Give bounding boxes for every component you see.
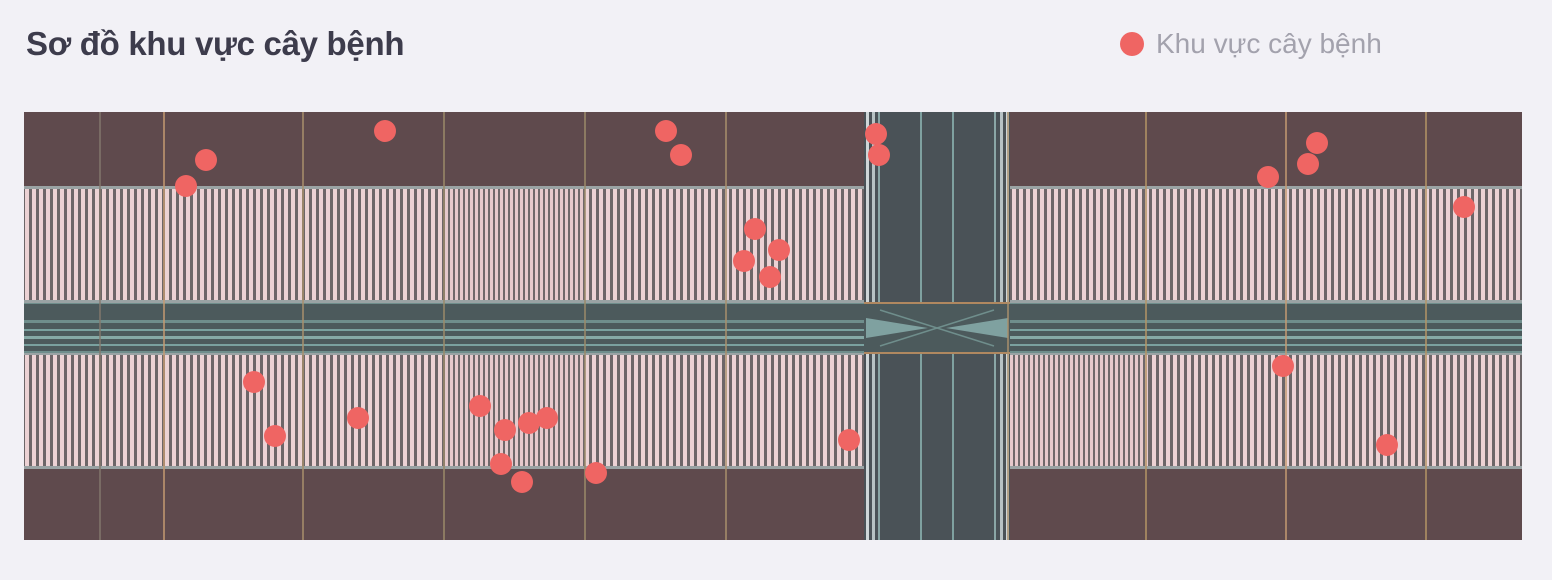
diseased-area-marker[interactable] <box>347 407 369 429</box>
crop-block-top-right <box>1010 188 1522 302</box>
diseased-area-marker[interactable] <box>511 471 533 493</box>
diseased-area-marker[interactable] <box>868 144 890 166</box>
horizontal-road <box>24 303 1522 353</box>
diseased-area-marker[interactable] <box>175 175 197 197</box>
diseased-area-marker[interactable] <box>585 462 607 484</box>
diseased-area-marker[interactable] <box>1453 196 1475 218</box>
diseased-area-marker[interactable] <box>1272 355 1294 377</box>
legend <box>1120 28 1382 60</box>
diseased-area-marker[interactable] <box>1297 153 1319 175</box>
diseased-area-marker[interactable] <box>1257 166 1279 188</box>
diseased-area-marker[interactable] <box>1376 434 1398 456</box>
diseased-area-marker[interactable] <box>494 419 516 441</box>
diseased-area-marker[interactable] <box>655 120 677 142</box>
diseased-area-marker[interactable] <box>1306 132 1328 154</box>
diseased-area-marker[interactable] <box>865 123 887 145</box>
crop-block-top-left-dense <box>444 188 584 302</box>
diseased-area-marker[interactable] <box>243 371 265 393</box>
page-title: Sơ đồ khu vực cây bệnh <box>26 25 405 62</box>
legend-dot-icon <box>1120 32 1144 56</box>
diseased-area-marker[interactable] <box>374 120 396 142</box>
field-map[interactable] <box>24 112 1522 540</box>
legend-label: Khu vực cây bệnh <box>1156 28 1382 59</box>
diseased-area-marker[interactable] <box>469 395 491 417</box>
diseased-area-marker[interactable] <box>838 429 860 451</box>
road-intersection <box>864 302 1010 354</box>
diseased-area-marker[interactable] <box>768 239 790 261</box>
diseased-area-marker[interactable] <box>744 218 766 240</box>
diseased-area-marker[interactable] <box>759 266 781 288</box>
diseased-area-marker[interactable] <box>195 149 217 171</box>
crop-block-bottom-right-dense <box>1010 354 1150 468</box>
diseased-area-marker[interactable] <box>536 407 558 429</box>
diseased-area-marker[interactable] <box>264 425 286 447</box>
diseased-area-marker[interactable] <box>490 453 512 475</box>
diseased-area-marker[interactable] <box>670 144 692 166</box>
diseased-area-marker[interactable] <box>733 250 755 272</box>
crop-block-bottom-left-dense <box>444 354 584 468</box>
